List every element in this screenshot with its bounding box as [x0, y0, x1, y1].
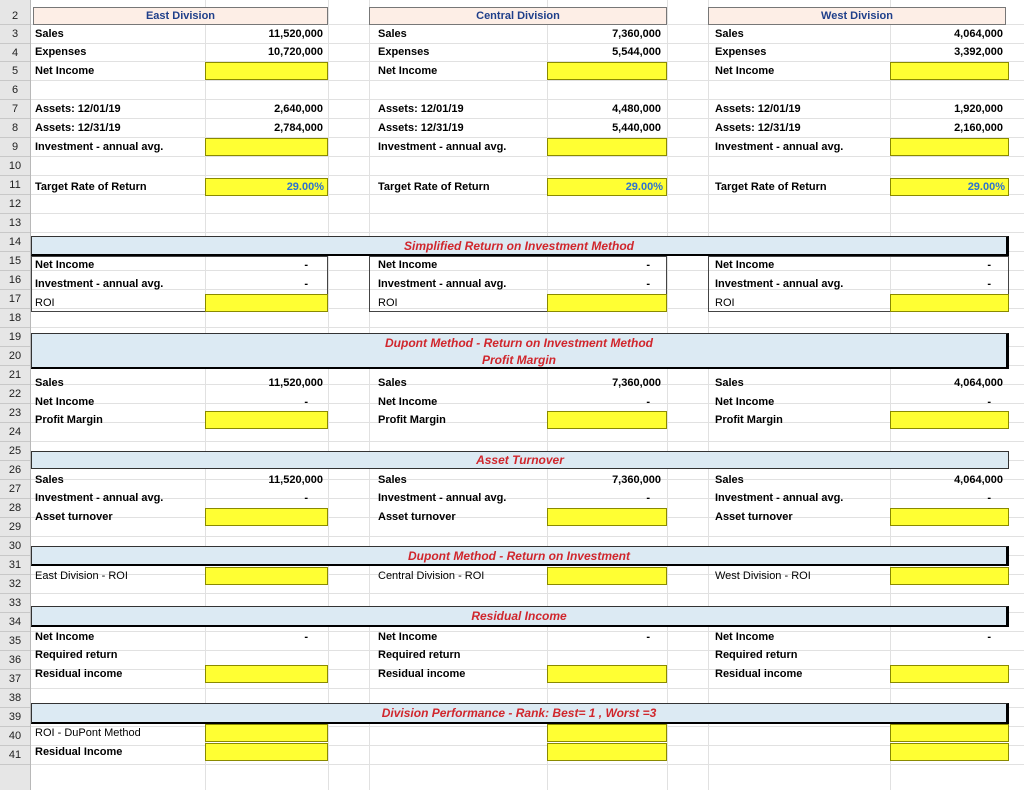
- east-at-sales-label: Sales: [35, 474, 64, 486]
- central-sales-label: Sales: [378, 28, 407, 40]
- east-pm-net-income-label: Net Income: [35, 396, 95, 408]
- central-pm-net-income-value[interactable]: -: [646, 396, 650, 408]
- east-division-header: East Division: [33, 7, 328, 25]
- row-number[interactable]: 41: [0, 746, 30, 765]
- row-number[interactable]: 37: [0, 670, 30, 689]
- central-target-label: Target Rate of Return: [378, 181, 490, 193]
- west-roi-investment-value[interactable]: -: [987, 278, 991, 290]
- east-required-return-label: Required return: [35, 649, 118, 661]
- central-profit-margin-label: Profit Margin: [378, 414, 446, 426]
- west-required-return-label: Required return: [715, 649, 798, 661]
- central-required-return-label: Required return: [378, 649, 461, 661]
- west-division-roi-label: West Division - ROI: [715, 570, 811, 582]
- grid-row: [31, 499, 1024, 518]
- east-roi-investment-label: Investment - annual avg.: [35, 278, 164, 290]
- west-at-sales-value[interactable]: 4,064,000: [954, 474, 1003, 486]
- west-roi-label: ROI: [715, 297, 735, 309]
- residual-income-band: [31, 606, 1009, 627]
- central-division-roi-label: Central Division - ROI: [378, 570, 485, 582]
- east-asset-turnover-label: Asset turnover: [35, 511, 113, 523]
- central-assets-start-label: Assets: 12/01/19: [378, 103, 464, 115]
- simplified-roi-band: [31, 236, 1009, 256]
- east-sales-label: Sales: [35, 28, 64, 40]
- west-sales-value[interactable]: 4,064,000: [954, 28, 1003, 40]
- west-asset-turnover-label: Asset turnover: [715, 511, 793, 523]
- west-net-income-input[interactable]: [890, 62, 1009, 80]
- west-at-investment-value[interactable]: -: [987, 492, 991, 504]
- row-number[interactable]: 14: [0, 233, 30, 252]
- east-expenses-value[interactable]: 10,720,000: [267, 46, 323, 58]
- central-sales-value[interactable]: 7,360,000: [612, 28, 661, 40]
- row-number[interactable]: 3: [0, 25, 30, 44]
- east-profit-margin-input[interactable]: [205, 411, 328, 429]
- central-at-investment-value[interactable]: -: [646, 492, 650, 504]
- central-ri-net-income-label: Net Income: [378, 631, 438, 643]
- west-residual-income-input[interactable]: [890, 665, 1009, 683]
- residual-income-title: Residual Income: [471, 609, 567, 623]
- east-roi-net-income-label: Net Income: [35, 259, 95, 271]
- division-performance-title: Division Performance - Rank: Best= 1 , Worst =3: [381, 706, 657, 720]
- west-ri-net-income-value[interactable]: -: [987, 631, 991, 643]
- west-roi-input[interactable]: [890, 294, 1009, 312]
- row-number[interactable]: 21: [0, 366, 30, 385]
- column-gridline: [667, 0, 668, 790]
- west-assets-end-value[interactable]: 2,160,000: [954, 122, 1003, 134]
- east-target-rate[interactable]: 29.00%: [205, 178, 328, 196]
- grid-row: [31, 670, 1024, 689]
- division-performance-band: [31, 703, 1009, 724]
- east-residual-income-label: Residual income: [35, 668, 123, 680]
- grid-row: [31, 176, 1024, 195]
- east-at-investment-label: Investment - annual avg.: [35, 492, 164, 504]
- asset-turnover-band: [31, 451, 1009, 469]
- west-assets-end-label: Assets: 12/31/19: [715, 122, 801, 134]
- west-investment-input[interactable]: [890, 138, 1009, 156]
- row-number[interactable]: 9: [0, 138, 30, 157]
- east-assets-end-value[interactable]: 2,784,000: [274, 122, 323, 134]
- row-number[interactable]: 11: [0, 176, 30, 195]
- central-asset-turnover-label: Asset turnover: [378, 511, 456, 523]
- east-target-label: Target Rate of Return: [35, 181, 147, 193]
- column-gridline: [328, 0, 329, 790]
- grid-row: [31, 651, 1024, 670]
- row-number[interactable]: 29: [0, 518, 30, 537]
- row-number[interactable]: 13: [0, 214, 30, 233]
- central-pm-sales-label: Sales: [378, 377, 407, 389]
- row-number[interactable]: 18: [0, 309, 30, 328]
- row-number[interactable]: 19: [0, 328, 30, 347]
- row-number[interactable]: 33: [0, 594, 30, 613]
- central-roi-net-income-label: Net Income: [378, 259, 438, 271]
- central-ri-net-income-value[interactable]: -: [646, 631, 650, 643]
- west-ri-net-income-label: Net Income: [715, 631, 775, 643]
- west-pm-net-income-value[interactable]: -: [987, 396, 991, 408]
- west-asset-turnover-input[interactable]: [890, 508, 1009, 526]
- dupont-band: [31, 333, 1009, 369]
- east-roi-rank-input[interactable]: [205, 724, 328, 742]
- west-net-income-label: Net Income: [715, 65, 775, 77]
- west-investment-label: Investment - annual avg.: [715, 141, 844, 153]
- central-roi-investment-label: Investment - annual avg.: [378, 278, 507, 290]
- grid-row: [31, 385, 1024, 404]
- central-residual-income-input[interactable]: [547, 665, 667, 683]
- row-number[interactable]: 40: [0, 727, 30, 746]
- west-roi-investment-label: Investment - annual avg.: [715, 278, 844, 290]
- grid-row: [31, 100, 1024, 119]
- east-investment-input[interactable]: [205, 138, 328, 156]
- east-profit-margin-label: Profit Margin: [35, 414, 103, 426]
- grid-row: [31, 195, 1024, 214]
- west-residual-income-label: Residual income: [715, 668, 803, 680]
- central-profit-margin-input[interactable]: [547, 411, 667, 429]
- row-number[interactable]: 34: [0, 613, 30, 632]
- row-number[interactable]: 7: [0, 100, 30, 119]
- row-number[interactable]: 23: [0, 404, 30, 423]
- profit-margin-title: Profit Margin: [482, 353, 556, 367]
- grid-row: [31, 157, 1024, 176]
- west-pm-net-income-label: Net Income: [715, 396, 775, 408]
- row-number[interactable]: 5: [0, 62, 30, 81]
- row-number[interactable]: 27: [0, 480, 30, 499]
- row-number[interactable]: 38: [0, 689, 30, 708]
- row-number[interactable]: 26: [0, 461, 30, 480]
- west-division-roi-input[interactable]: [890, 567, 1009, 585]
- central-at-sales-label: Sales: [378, 474, 407, 486]
- east-assets-start-value[interactable]: 2,640,000: [274, 103, 323, 115]
- row-number[interactable]: 24: [0, 423, 30, 442]
- central-investment-label: Investment - annual avg.: [378, 141, 507, 153]
- east-pm-net-income-value[interactable]: -: [304, 396, 308, 408]
- west-profit-margin-label: Profit Margin: [715, 414, 783, 426]
- west-roi-rank-input[interactable]: [890, 724, 1009, 742]
- grid-row: [31, 25, 1024, 44]
- central-assets-end-label: Assets: 12/31/19: [378, 122, 464, 134]
- east-assets-end-label: Assets: 12/31/19: [35, 122, 121, 134]
- east-division-roi-label: East Division - ROI: [35, 570, 128, 582]
- west-at-sales-label: Sales: [715, 474, 744, 486]
- row-number[interactable]: 8: [0, 119, 30, 138]
- grid-row: [31, 746, 1024, 765]
- row-number[interactable]: 28: [0, 499, 30, 518]
- west-division-header: West Division: [708, 7, 1006, 25]
- grid-row: [31, 727, 1024, 746]
- east-net-income-label: Net Income: [35, 65, 95, 77]
- residual-income-rank-label: Residual Income: [35, 746, 123, 758]
- grid-row: [31, 214, 1024, 233]
- central-expenses-value[interactable]: 5,544,000: [612, 46, 661, 58]
- west-profit-margin-input[interactable]: [890, 411, 1009, 429]
- central-net-income-label: Net Income: [378, 65, 438, 77]
- central-at-sales-value[interactable]: 7,360,000: [612, 474, 661, 486]
- central-roi-input[interactable]: [547, 294, 667, 312]
- east-net-income-input[interactable]: [205, 62, 328, 80]
- row-number[interactable]: 32: [0, 575, 30, 594]
- central-expenses-label: Expenses: [378, 46, 430, 58]
- central-roi-label: ROI: [378, 297, 398, 309]
- east-asset-turnover-input[interactable]: [205, 508, 328, 526]
- grid-row: [31, 404, 1024, 423]
- column-gridline: [708, 0, 709, 790]
- east-roi-label: ROI: [35, 297, 55, 309]
- central-roi-rank-input[interactable]: [547, 724, 667, 742]
- east-sales-value[interactable]: 11,520,000: [268, 28, 323, 40]
- east-expenses-label: Expenses: [35, 46, 87, 58]
- east-roi-input[interactable]: [205, 294, 328, 312]
- west-target-label: Target Rate of Return: [715, 181, 827, 193]
- row-number[interactable]: 39: [0, 708, 30, 727]
- central-roi-investment-value[interactable]: -: [646, 278, 650, 290]
- column-gridline: [369, 0, 370, 790]
- east-roi-net-income-value[interactable]: -: [304, 259, 308, 271]
- row-number[interactable]: 25: [0, 442, 30, 461]
- west-assets-start-value[interactable]: 1,920,000: [954, 103, 1003, 115]
- central-investment-input[interactable]: [547, 138, 667, 156]
- central-division-header: Central Division: [369, 7, 667, 25]
- central-pm-sales-value[interactable]: 7,360,000: [612, 377, 661, 389]
- central-target-rate[interactable]: 29.00%: [547, 178, 667, 196]
- row-number[interactable]: 35: [0, 632, 30, 651]
- grid-row: [31, 119, 1024, 138]
- east-pm-sales-value[interactable]: 11,520,000: [268, 377, 323, 389]
- central-division-roi-input[interactable]: [547, 567, 667, 585]
- east-ri-net-income-label: Net Income: [35, 631, 95, 643]
- central-roi-net-income-value[interactable]: -: [646, 259, 650, 271]
- west-roi-net-income-value[interactable]: -: [987, 259, 991, 271]
- simplified-roi-title: Simplified Return on Investment Method: [403, 239, 634, 253]
- west-expenses-label: Expenses: [715, 46, 767, 58]
- row-number[interactable]: 17: [0, 290, 30, 309]
- east-assets-start-label: Assets: 12/01/19: [35, 103, 121, 115]
- west-sales-label: Sales: [715, 28, 744, 40]
- row-number[interactable]: 31: [0, 556, 30, 575]
- west-pm-sales-value[interactable]: 4,064,000: [954, 377, 1003, 389]
- row-number[interactable]: 2: [0, 7, 30, 25]
- central-at-investment-label: Investment - annual avg.: [378, 492, 507, 504]
- east-ri-rank-input[interactable]: [205, 743, 328, 761]
- east-investment-label: Investment - annual avg.: [35, 141, 164, 153]
- row-number[interactable]: 30: [0, 537, 30, 556]
- grid-row: [31, 138, 1024, 157]
- row-number[interactable]: 4: [0, 44, 30, 62]
- row-number[interactable]: 6: [0, 81, 30, 100]
- asset-turnover-title: Asset Turnover: [476, 453, 564, 467]
- central-net-income-input[interactable]: [547, 62, 667, 80]
- east-pm-sales-label: Sales: [35, 377, 64, 389]
- east-ri-net-income-value[interactable]: -: [304, 631, 308, 643]
- east-at-investment-value[interactable]: -: [304, 492, 308, 504]
- roi-dupont-rank-label: ROI - DuPont Method: [35, 727, 141, 739]
- central-ri-rank-input[interactable]: [547, 743, 667, 761]
- grid-row: [31, 81, 1024, 100]
- central-assets-start-value[interactable]: 4,480,000: [612, 103, 661, 115]
- east-division-roi-input[interactable]: [205, 567, 328, 585]
- west-assets-start-label: Assets: 12/01/19: [715, 103, 801, 115]
- west-pm-sales-label: Sales: [715, 377, 744, 389]
- row-number[interactable]: 10: [0, 157, 30, 176]
- grid-row: [31, 44, 1024, 62]
- east-residual-income-input[interactable]: [205, 665, 328, 683]
- east-roi-investment-value[interactable]: -: [304, 278, 308, 290]
- dupont-roi-title: Dupont Method - Return on Investment: [408, 549, 630, 563]
- dupont-roi-band: [31, 546, 1009, 566]
- central-residual-income-label: Residual income: [378, 668, 466, 680]
- west-expenses-value[interactable]: 3,392,000: [954, 46, 1003, 58]
- grid-row: [31, 518, 1024, 537]
- grid-row: [31, 423, 1024, 442]
- west-at-investment-label: Investment - annual avg.: [715, 492, 844, 504]
- west-roi-net-income-label: Net Income: [715, 259, 775, 271]
- central-pm-net-income-label: Net Income: [378, 396, 438, 408]
- row-number[interactable]: 22: [0, 385, 30, 404]
- central-asset-turnover-input[interactable]: [547, 508, 667, 526]
- central-assets-end-value[interactable]: 5,440,000: [612, 122, 661, 134]
- row-number[interactable]: 16: [0, 271, 30, 290]
- grid-row: [31, 480, 1024, 499]
- row-number[interactable]: 15: [0, 252, 30, 271]
- grid-row: [31, 62, 1024, 81]
- west-ri-rank-input[interactable]: [890, 743, 1009, 761]
- grid-row: [31, 632, 1024, 651]
- row-number[interactable]: 20: [0, 347, 30, 366]
- east-at-sales-value[interactable]: 11,520,000: [268, 474, 323, 486]
- grid-row: [31, 575, 1024, 594]
- dupont-title: Dupont Method - Return on Investment Method: [385, 336, 653, 350]
- west-target-rate[interactable]: 29.00%: [890, 178, 1009, 196]
- row-number[interactable]: 36: [0, 651, 30, 670]
- row-number[interactable]: 12: [0, 195, 30, 214]
